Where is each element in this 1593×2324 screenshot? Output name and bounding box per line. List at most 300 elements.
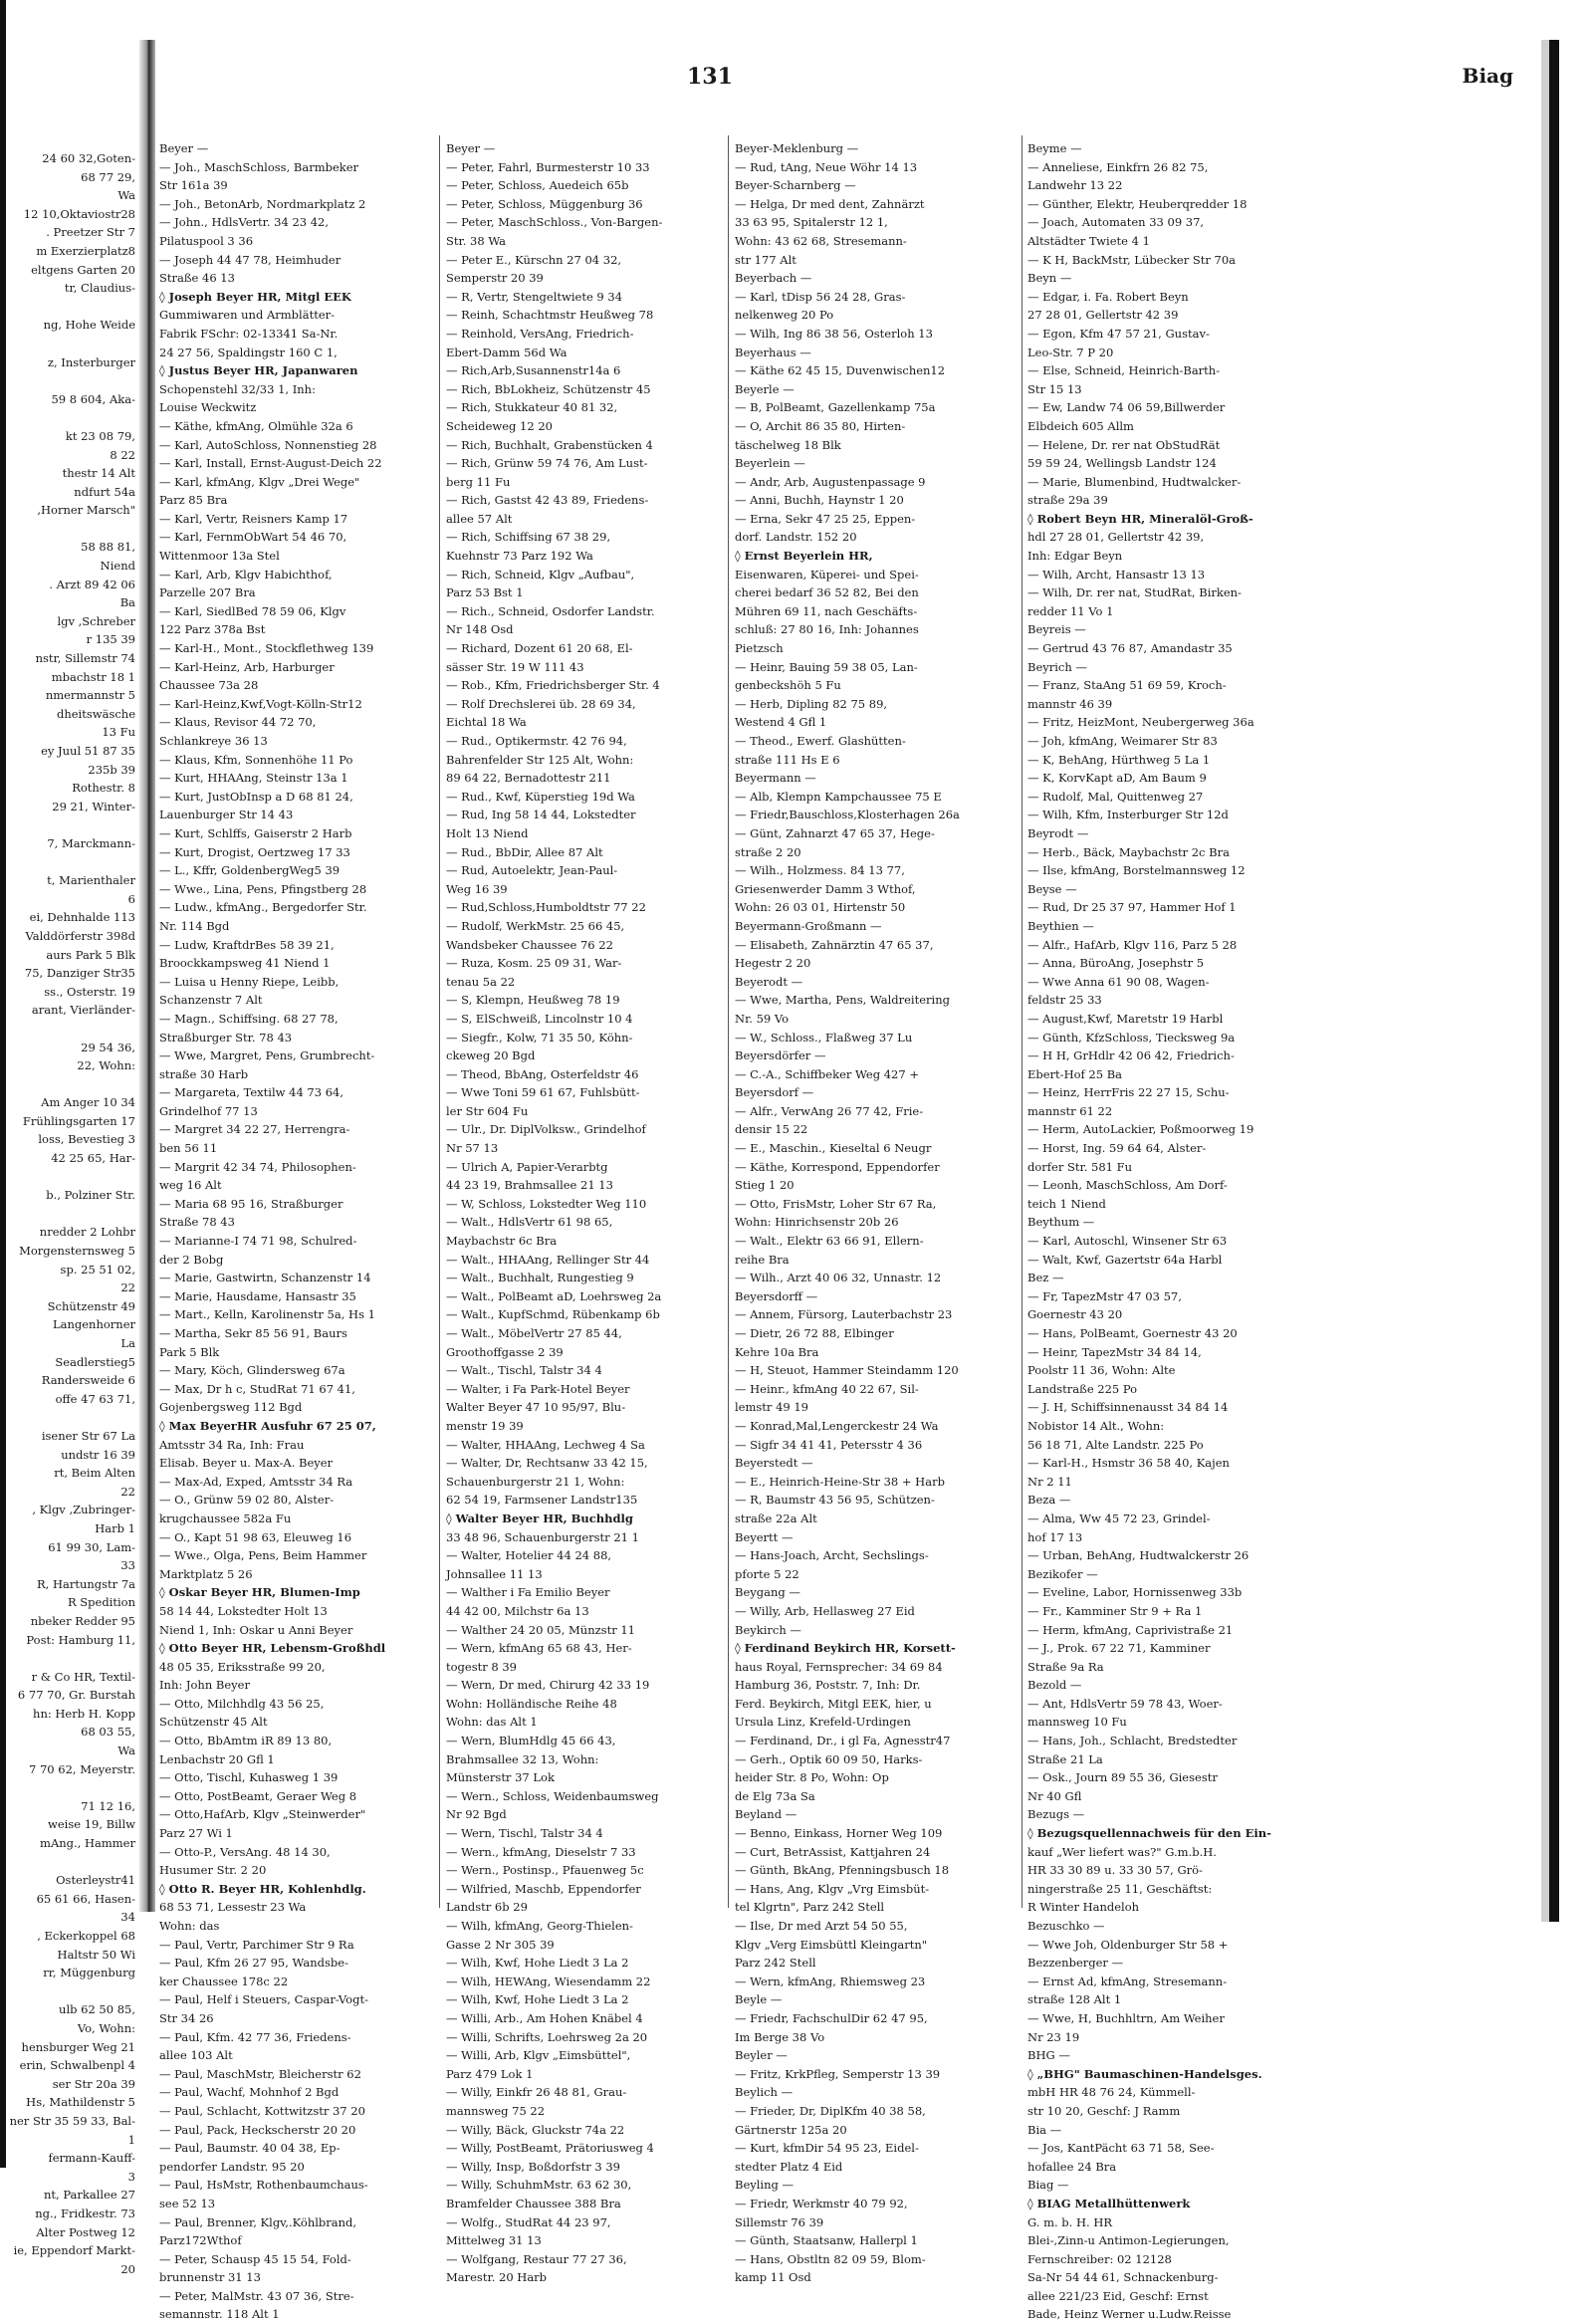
directory-line: — K, BehAng, Hürthweg 5 La 1 (1027, 752, 1211, 767)
directory-line: — Joach, Automaten 33 09 37, (1027, 215, 1205, 230)
directory-line: mannsweg 10 Fu (1027, 1715, 1127, 1730)
directory-line: — Dietr, 26 72 88, Elbinger (735, 1326, 894, 1340)
directory-line: Kehre 10a Bra (735, 1344, 819, 1359)
directory-line: Schanzenstr 7 Alt (159, 993, 263, 1008)
directory-line: kamp 11 Osd (735, 2270, 811, 2285)
directory-line: — Franz, StaAng 51 69 59, Kroch- (1027, 678, 1227, 693)
directory-line: — Karl, tDisp 56 24 28, Gras- (735, 289, 906, 304)
directory-line: Str 161a 39 (159, 178, 228, 193)
directory-line: Wohn: Hinrichsenstr 20b 26 (735, 1215, 899, 1230)
directory-line: togestr 8 39 (446, 1659, 517, 1674)
directory-line: Str. 38 Wa (446, 233, 507, 248)
previous-page-line: nbeker Redder 95 (30, 1613, 135, 1628)
directory-line: Broockkampsweg 41 Niend 1 (159, 956, 331, 971)
directory-line: Parz 27 Wi 1 (159, 1826, 233, 1841)
directory-line: 27 28 01, Gellertstr 42 39 (1027, 308, 1179, 323)
directory-line: — Walt., HdlsVertr 61 98 65, (446, 1215, 613, 1230)
directory-line: — Paul, Baumstr. 40 04 38, Ep- (159, 2141, 341, 2156)
directory-line: — Sigfr 34 41 41, Petersstr 4 36 (735, 1437, 923, 1452)
directory-line: Beyerle — (735, 381, 795, 396)
directory-line: Gummiwaren und Armblätter- (159, 308, 336, 323)
directory-line: — Wwe Toni 59 61 67, Fuhlsbütt- (446, 1085, 640, 1100)
directory-line: — Willy, Einkfr 26 48 81, Grau- (446, 2085, 627, 2100)
directory-line: Maybachstr 6c Bra (446, 1234, 558, 1249)
previous-page-line: Rothestr. 8 (72, 781, 135, 796)
directory-line: Stieg 1 20 (735, 1178, 795, 1193)
previous-page-line: dheitswäsche (56, 706, 135, 721)
previous-page-line: R, Hartungstr 7a (37, 1576, 135, 1591)
previous-page-line: z, Insterburger (47, 354, 135, 369)
previous-page-line (6, 1205, 135, 1224)
directory-line: — Karl-H., Hsmstr 36 58 40, Kajen (1027, 1456, 1230, 1471)
directory-line: — Gertrud 43 76 87, Amandastr 35 (1027, 641, 1233, 656)
directory-line: — John., HdlsVertr. 34 23 42, (159, 215, 330, 230)
directory-line: Beyersdorf — (735, 1085, 814, 1100)
directory-line: — Rich, Buchhalt, Grabenstücken 4 (446, 437, 653, 452)
directory-line: Bez — (1027, 1271, 1064, 1285)
directory-line: — Fritz, HeizMont, Neubergerweg 36a (1027, 715, 1254, 730)
previous-page-line: 42 25 65, Har- (51, 1151, 135, 1166)
directory-line: Parz 85 Bra (159, 493, 228, 508)
directory-line: — Willi, Schrifts, Loehrsweg 2a 20 (446, 2029, 648, 2044)
previous-page-line: 59 8 604, Aka- (51, 391, 135, 406)
previous-page-line: rt, Beim Alten (54, 1466, 135, 1481)
previous-page-line: eltgens Garten 20 (31, 262, 135, 277)
directory-line: Elbdeich 605 Allm (1027, 418, 1134, 433)
previous-page-line: hensburger Weg 21 (21, 2039, 135, 2054)
right-border (1549, 40, 1559, 1922)
directory-line: ◊ Justus Beyer HR, Japanwaren (159, 363, 358, 378)
directory-line: — Max, Dr h c, StudRat 71 67 41, (159, 1381, 355, 1396)
previous-page-line: 29 21, Winter- (52, 799, 135, 813)
directory-line: — Karl, Install, Ernst-August-Deich 22 (159, 456, 382, 471)
directory-line: ◊ „BHG" Baumaschinen-Handelsges. (1027, 2066, 1262, 2081)
directory-line: Inh: Edgar Beyn (1027, 549, 1123, 564)
directory-line: — Wwe., Olga, Pens, Beim Hammer (159, 1548, 367, 1563)
directory-line: Walter Beyer 47 10 95/97, Blu- (446, 1400, 626, 1415)
previous-page-line: ei, Dehnhalde 113 (29, 910, 135, 925)
directory-line: Wohn: das Alt 1 (446, 1715, 538, 1730)
directory-line: Straße 46 13 (159, 271, 235, 286)
directory-line: — Osk., Journ 89 55 36, Giesestr (1027, 1770, 1218, 1785)
directory-line: — Ernst Ad, kfmAng, Stresemann- (1027, 1974, 1228, 1988)
directory-line: Beythien — (1027, 918, 1094, 933)
directory-line: — Hans, Ang, Klgv „Vrg Eimsbüt- (735, 1881, 930, 1896)
directory-line: — Otto,HafArb, Klgv „Steinwerder" (159, 1807, 366, 1822)
directory-line: Klgv „Verg Eimsbüttl Kleingartn" (735, 1937, 928, 1952)
directory-line: Sa-Nr 54 44 61, Schnackenburg- (1027, 2270, 1219, 2285)
directory-line: ckeweg 20 Bgd (446, 1048, 536, 1063)
previous-page-line: Am Anger 10 34 (41, 1095, 135, 1110)
previous-page-line: Morgensternsweg 5 (19, 1244, 135, 1259)
directory-line: ◊ Ernst Beyerlein HR, (735, 549, 873, 564)
directory-line: — Otto, FrisMstr, Loher Str 67 Ra, (735, 1196, 937, 1211)
directory-line: — O., Kapt 51 98 63, Eleuweg 16 (159, 1529, 352, 1544)
directory-line: mannstr 46 39 (1027, 696, 1113, 711)
directory-line: Groothoffgasse 2 39 (446, 1344, 564, 1359)
directory-line: Beyme — (1027, 141, 1082, 155)
directory-line: Ebert-Hof 25 Ba (1027, 1066, 1123, 1081)
directory-line: Nr 2 11 (1027, 1474, 1072, 1489)
book-gutter (139, 40, 155, 1912)
previous-page-line: Langenhorner (52, 1317, 135, 1332)
directory-line: Beyerhaus — (735, 345, 811, 359)
directory-line: hdl 27 28 01, Gellertstr 42 39, (1027, 530, 1205, 545)
directory-line: ◊ Walter Beyer HR, Buchhdlg (446, 1511, 633, 1525)
directory-line: — Rich, BbLokheiz, Schützenstr 45 (446, 381, 651, 396)
previous-page-line (6, 1075, 135, 1094)
previous-page-line: undstr 16 39 (61, 1447, 135, 1462)
previous-page-line: nmermannstr 5 (45, 688, 135, 703)
previous-page-line: Vo, Wohn: (77, 2020, 135, 2035)
directory-line: — Wwe, Martha, Pens, Waldreitering (735, 993, 950, 1008)
directory-line: — Heinz, HerrFris 22 27 15, Schu- (1027, 1085, 1230, 1100)
directory-line: mbH HR 48 76 24, Kümmell- (1027, 2085, 1196, 2100)
directory-line: Nr 92 Bgd (446, 1807, 507, 1822)
directory-line: Bezuschko — (1027, 1919, 1105, 1933)
directory-line: — Karl, Vertr, Reisners Kamp 17 (159, 511, 348, 526)
previous-page-line: loss, Bevestieg 3 (38, 1132, 135, 1147)
directory-line: Altstädter Twiete 4 1 (1027, 233, 1150, 248)
directory-line: — O, Archit 86 35 80, Hirten- (735, 418, 906, 433)
directory-line: 68 53 71, Lessestr 23 Wa (159, 1900, 307, 1915)
directory-line: Westend 4 Gfl 1 (735, 715, 827, 730)
directory-line: — Theod, BbAng, Osterfeldstr 46 (446, 1066, 639, 1081)
directory-line: straße 128 Alt 1 (1027, 1992, 1122, 2007)
directory-line: — Peter, Schloss, Auedeich 65b (446, 178, 629, 193)
directory-line: — Horst, Ing. 59 64 64, Alster- (1027, 1141, 1207, 1156)
previous-page-line: mbachstr 18 1 (51, 669, 135, 684)
directory-line: Parzelle 207 Bra (159, 585, 256, 600)
directory-line: — Klaus, Revisor 44 72 70, (159, 715, 317, 730)
directory-line: allee 57 Alt (446, 511, 513, 526)
directory-line: — Wwe Anna 61 90 08, Wagen- (1027, 974, 1210, 989)
previous-page-line: ss., Osterstr. 19 (44, 984, 135, 999)
directory-line: — Paul, Helf i Steuers, Caspar-Vogt- (159, 1992, 368, 2007)
directory-line: — Friedr, FachschulDir 62 47 95, (735, 2010, 928, 2025)
directory-line: — Wilh, Kwf, Hohe Liedt 3 La 2 (446, 1992, 629, 2007)
directory-line: — Willy, PostBeamt, Prätoriusweg 4 (446, 2141, 654, 2156)
directory-line: ◊ Robert Beyn HR, Mineralöl-Groß- (1027, 511, 1253, 526)
directory-line: Nr 57 13 (446, 1141, 499, 1156)
previous-page-line: 65 61 66, Hasen- (36, 1891, 135, 1906)
previous-page-line: arant, Vierländer- (31, 1003, 135, 1018)
directory-line: Landwehr 13 22 (1027, 178, 1123, 193)
directory-line: Straße 21 La (1027, 1751, 1103, 1766)
directory-line: G. m. b. H. HR (1027, 2214, 1113, 2229)
directory-line: Fabrik FSchr: 02-13341 Sa-Nr. (159, 326, 339, 341)
directory-line: — Fritz, KrkPfleg, Semperstr 13 39 (735, 2066, 941, 2081)
previous-page-line: m Exerzierplatz8 (36, 243, 135, 258)
directory-line: Griesenwerder Damm 3 Wthof, (735, 881, 916, 896)
directory-line: — Ilse, kfmAng, Borstelmannsweg 12 (1027, 863, 1246, 878)
previous-page-line (6, 408, 135, 427)
previous-page-line: , Klgv ,Zubringer- (32, 1503, 135, 1517)
directory-line: — Andr, Arb, Augustenpassage 9 (735, 474, 926, 489)
directory-line: Gasse 2 Nr 305 39 (446, 1937, 555, 1952)
directory-line: — Willi, Arb., Am Hohen Knäbel 4 (446, 2010, 643, 2025)
directory-line: — Wilh., Holzmess. 84 13 77, (735, 863, 905, 878)
directory-line: — Alfr., HafArb, Klgv 116, Parz 5 28 (1027, 937, 1238, 952)
directory-line: — Fr, TapezMstr 47 03 57, (1027, 1288, 1182, 1303)
directory-line: — Konrad,Mal,Lengerckestr 24 Wa (735, 1418, 939, 1433)
directory-line: semannstr. 118 Alt 1 (159, 2307, 280, 2322)
previous-page-line: 71 12 16, (81, 1798, 135, 1813)
directory-line: Beyer — (159, 141, 209, 155)
directory-line: Gärtnerstr 125a 20 (735, 2122, 847, 2137)
directory-line: — Heinr., kfmAng 40 22 67, Sil- (735, 1381, 919, 1396)
directory-line: — Paul, Pack, Heckscherstr 20 20 (159, 2122, 356, 2137)
directory-line: Beyse — (1027, 881, 1077, 896)
previous-page-line: 33 (120, 1558, 135, 1573)
previous-page-line: erin, Schwalbenpl 4 (19, 2058, 135, 2073)
directory-line: — Günth, KfzSchloss, Tiecksweg 9a (1027, 1030, 1236, 1045)
directory-line: — Otto, Tischl, Kuhasweg 1 39 (159, 1770, 339, 1785)
previous-page-line: La (120, 1336, 135, 1350)
directory-line: ker Chaussee 178c 22 (159, 1974, 289, 1988)
directory-line: allee 103 Alt (159, 2048, 233, 2063)
directory-line: cherei bedarf 36 52 82, Bei den (735, 585, 919, 600)
directory-line: — Joh, kfmAng, Weimarer Str 83 (1027, 734, 1218, 748)
directory-line: — Paul, Schlacht, Kottwitzstr 37 20 (159, 2103, 365, 2118)
directory-line: Nr. 59 Vo (735, 1011, 790, 1026)
directory-line: — J., Prok. 67 22 71, Kamminer (1027, 1641, 1211, 1656)
directory-line: mannstr 61 22 (1027, 1103, 1113, 1118)
directory-line: Biag — (1027, 2178, 1069, 2193)
directory-line: Beyler — (735, 2048, 788, 2063)
directory-line: — H H, GrHdlr 42 06 42, Friedrich- (1027, 1048, 1235, 1063)
directory-line: — Joseph 44 47 78, Heimhuder (159, 252, 341, 267)
previous-page-line (6, 1982, 135, 2001)
previous-page-line: thestr 14 Alt (62, 466, 135, 481)
directory-line: see 52 13 (159, 2196, 216, 2210)
directory-line: Weg 16 39 (446, 881, 508, 896)
directory-line: — Karl, Arb, Klgv Habichthof, (159, 567, 333, 581)
directory-line: 48 05 35, Eriksstraße 99 20, (159, 1659, 326, 1674)
directory-line: — W., Schloss., Flaßweg 37 Lu (735, 1030, 913, 1045)
directory-line: Park 5 Blk (159, 1344, 220, 1359)
directory-line: — Rud,Schloss,Humboldtstr 77 22 (446, 900, 646, 915)
directory-line: 59 59 24, Wellingsb Landstr 124 (1027, 456, 1217, 471)
directory-line: — Rud., BbDir, Allee 87 Alt (446, 844, 603, 859)
directory-line: Grindelhof 77 13 (159, 1103, 258, 1118)
directory-line: — Helene, Dr. rer nat ObStudRät (1027, 437, 1221, 452)
directory-line: — Paul, Kfm 26 27 95, Wandsbe- (159, 1956, 348, 1971)
directory-line: schluß: 27 80 16, Inh: Johannes (735, 622, 919, 637)
previous-page-line: t, Marienthaler (47, 873, 135, 888)
directory-line: Wittenmoor 13a Stel (159, 549, 280, 564)
directory-line: — Peter, Schloss, Müggenburg 36 (446, 196, 643, 211)
directory-line: — Hans, PolBeamt, Goernestr 43 20 (1027, 1326, 1238, 1340)
directory-line: — Paul, Kfm. 42 77 36, Friedens- (159, 2029, 351, 2044)
directory-line: ◊ Bezugsquellennachweis für den Ein- (1027, 1826, 1271, 1841)
previous-page-line: b., Polziner Str. (46, 1188, 135, 1203)
previous-page-line: nt, Parkallee 27 (44, 2188, 135, 2203)
directory-line: — Magn., Schiffsing. 68 27 78, (159, 1011, 339, 1026)
directory-line: — Willy, Bäck, Gluckstr 74a 22 (446, 2122, 625, 2137)
directory-line: sässer Str. 19 W 111 43 (446, 659, 584, 674)
directory-line: kauf „Wer liefert was?" G.m.b.H. (1027, 1844, 1217, 1859)
previous-page-line: ner Str 35 59 33, Bal- (9, 2113, 135, 2128)
directory-line: lemstr 49 19 (735, 1400, 808, 1415)
directory-line: — Karl-Heinz,Kwf,Vogt-Kölln-Str12 (159, 696, 362, 711)
previous-page-line: Post: Hamburg 11, (26, 1632, 135, 1647)
directory-line: tenau 5a 22 (446, 974, 516, 989)
directory-line: — Wilfried, Maschb, Eppendorfer (446, 1881, 641, 1896)
directory-line: Blei-,Zinn-u Antimon-Legierungen, (1027, 2233, 1230, 2248)
previous-page-line: Harb 1 (95, 1520, 135, 1535)
directory-line: — Margareta, Textilw 44 73 64, (159, 1085, 344, 1100)
previous-page-line: Randersweide 6 (41, 1373, 135, 1388)
directory-line: — Wern., Postinsp., Pfauenweg 5c (446, 1863, 644, 1878)
directory-column-1 (159, 139, 433, 2322)
directory-line: — Urban, BehAng, Hudtwalckerstr 26 (1027, 1548, 1250, 1563)
directory-line: feldstr 25 33 (1027, 993, 1102, 1008)
directory-line: — Walter, Dr, Rechtsanw 33 42 15, (446, 1456, 648, 1471)
directory-line: Eisenwaren, Küperei- und Spei- (735, 567, 919, 581)
directory-line: — Marianne-I 74 71 98, Schulred- (159, 1234, 357, 1249)
previous-page-line: 61 99 30, Lam- (48, 1539, 135, 1554)
directory-line: — Wilh., Arzt 40 06 32, Unnastr. 12 (735, 1271, 942, 1285)
directory-line: — Martha, Sekr 85 56 91, Baurs (159, 1326, 347, 1340)
directory-line: — Otto-P., VersAng. 48 14 30, (159, 1844, 331, 1859)
directory-line: — Frieder, Dr, DiplKfm 40 38 58, (735, 2103, 926, 2118)
previous-page-line: ey Juul 51 87 35 (41, 744, 135, 758)
directory-line: — E., Maschin., Kieseltal 6 Neugr (735, 1141, 932, 1156)
directory-line: Bezzenberger — (1027, 1956, 1124, 1971)
directory-line: — Reinhold, VersAng, Friedrich- (446, 326, 634, 341)
previous-page-line: lgv ,Schreber (57, 613, 135, 628)
directory-line: — Wern, BlumHdlg 45 66 43, (446, 1734, 616, 1748)
directory-line: Beyerlein — (735, 456, 805, 471)
directory-line: menstr 19 39 (446, 1418, 524, 1433)
directory-line: Beyn — (1027, 271, 1072, 286)
previous-page-line: offe 47 63 71, (55, 1391, 135, 1406)
directory-line: — Rudolf, WerkMstr. 25 66 45, (446, 918, 625, 933)
directory-line: — C.-A., Schiffbeker Weg 427 + (735, 1066, 919, 1081)
directory-line: — Walt., HHAAng, Rellinger Str 44 (446, 1252, 650, 1267)
directory-line: Im Berge 38 Vo (735, 2029, 825, 2044)
directory-line: — Richard, Dozent 61 20 68, El- (446, 641, 633, 656)
directory-line: BHG — (1027, 2048, 1070, 2063)
directory-line: ler Str 604 Fu (446, 1103, 529, 1118)
directory-line: Nr 40 Gfl (1027, 1788, 1082, 1803)
directory-line: Bia — (1027, 2122, 1062, 2137)
directory-line: — Wilh, Dr. rer nat, StudRat, Birken- (1027, 585, 1242, 600)
directory-line: — Heinr, Bauing 59 38 05, Lan- (735, 659, 918, 674)
previous-page-line: 1 (127, 2132, 135, 2147)
directory-line: — Ilse, Dr med Arzt 54 50 55, (735, 1919, 908, 1933)
directory-line: — Klaus, Kfm, Sonnenhöhe 11 Po (159, 752, 353, 767)
previous-page-line: nstr, Sillemstr 74 (35, 651, 135, 666)
directory-line: Beyerbach — (735, 271, 812, 286)
directory-line: — Karl, kfmAng, Klgv „Drei Wege" (159, 474, 360, 489)
directory-line: — Walt., Buchhalt, Rungestieg 9 (446, 1271, 634, 1285)
previous-page-line (6, 1408, 135, 1427)
directory-line: Landstr 6b 29 (446, 1900, 528, 1915)
directory-line: — Alfr., VerwAng 26 77 42, Frie- (735, 1103, 924, 1118)
previous-page-line: ,Horner Marsch" (37, 503, 135, 518)
directory-line: Amtsstr 34 Ra, Inh: Frau (159, 1437, 305, 1452)
previous-page-line: Wa (117, 1743, 135, 1758)
directory-line: — Walt, Kwf, Gazertstr 64a Harbl (1027, 1252, 1223, 1267)
directory-line: — Karl, AutoSchloss, Nonnenstieg 28 (159, 437, 377, 452)
directory-line: — Hans-Joach, Archt, Sechslings- (735, 1548, 929, 1563)
directory-line: 89 64 22, Bernadottestr 211 (446, 771, 611, 786)
directory-line: — Eveline, Labor, Hornissenweg 33b (1027, 1585, 1243, 1600)
directory-line: Ferd. Beykirch, Mitgl EEK, hier, u (735, 1696, 932, 1711)
directory-line: — Rud, Ing 58 14 44, Lokstedter (446, 808, 636, 822)
directory-line: Beyertt — (735, 1529, 794, 1544)
previous-page-line: Hs, Mathildenstr 5 (26, 2095, 135, 2110)
directory-line: — Reinh, Schachtmstr Heußweg 78 (446, 308, 654, 323)
previous-page-line: 12 10,Oktaviostr28 (23, 206, 135, 221)
previous-page-line (6, 1649, 135, 1668)
directory-line: mannsweg 75 22 (446, 2103, 546, 2118)
directory-line: — Wern, Dr med, Chirurg 42 33 19 (446, 1678, 650, 1693)
directory-line: — Ludw., kfmAng., Bergedorfer Str. (159, 900, 367, 915)
directory-line: — Willy, Insp, Boßdorfstr 3 39 (446, 2159, 620, 2174)
directory-line: — L., Kffr, GoldenbergWeg5 39 (159, 863, 341, 878)
directory-line: Parz 242 Stell (735, 1956, 816, 1971)
directory-line: — Peter, Fahrl, Burmesterstr 10 33 (446, 159, 650, 174)
directory-line: Ebert-Damm 56d Wa (446, 345, 568, 359)
directory-line: — Wern, Tischl, Talstr 34 4 (446, 1826, 603, 1841)
directory-line: — Ferdinand, Dr., i gl Fa, Agnesstr47 (735, 1734, 951, 1748)
directory-line: Bade, Heinz Werner u.Ludw.Reisse (1027, 2307, 1232, 2322)
directory-line: ◊ BIAG Metallhüttenwerk (1027, 2196, 1191, 2210)
directory-line: 56 18 71, Alte Landstr. 225 Po (1027, 1437, 1204, 1452)
directory-line: — Paul, Brenner, Klgv,.Köhlbrand, (159, 2214, 357, 2229)
directory-line: Beza — (1027, 1493, 1071, 1508)
directory-line: — Rolf Drechslerei üb. 28 69 34, (446, 696, 636, 711)
directory-line: — Margrit 42 34 74, Philosophen- (159, 1159, 356, 1174)
previous-page-line (6, 1778, 135, 1797)
directory-line: — August,Kwf, Maretstr 19 Harbl (1027, 1011, 1224, 1026)
directory-line: — Mary, Köch, Glindersweg 67a (159, 1363, 345, 1378)
directory-line: str 10 20, Geschf: J Ramm (1027, 2103, 1181, 2118)
previous-page-line: 22 (120, 1484, 135, 1499)
directory-line: Husumer Str. 2 20 (159, 1863, 267, 1878)
directory-line: — O., Grünw 59 02 80, Alster- (159, 1493, 335, 1508)
previous-page-line: aurs Park 5 Blk (46, 947, 135, 962)
page-number: 131 (687, 64, 733, 90)
directory-line: Schützenstr 45 Alt (159, 1715, 268, 1730)
directory-line: ◊ Otto R. Beyer HR, Kohlenhdlg. (159, 1881, 366, 1896)
directory-line: — Karl, SiedlBed 78 59 06, Klgv (159, 603, 346, 618)
directory-line: — Erna, Sekr 47 25 25, Eppen- (735, 511, 916, 526)
directory-line: straße 30 Harb (159, 1066, 249, 1081)
directory-line: — Curt, BetrAssist, Kattjahren 24 (735, 1844, 931, 1859)
directory-line: — R, Vertr, Stengeltwiete 9 34 (446, 289, 623, 304)
directory-line: weg 16 Alt (159, 1178, 222, 1193)
directory-line: allee 221/23 Eid, Geschf: Ernst (1027, 2288, 1209, 2303)
directory-line: — Heinr, TapezMstr 34 84 14, (1027, 1344, 1202, 1359)
directory-line: — Günth, BkAng, Pfenningsbusch 18 (735, 1863, 950, 1878)
directory-line: — Friedr,Bauschloss,Klosterhagen 26a (735, 808, 960, 822)
directory-line: — Karl, FernmObWart 54 46 70, (159, 530, 347, 545)
directory-line: de Elg 73a Sa (735, 1788, 815, 1803)
directory-line: — Paul, Wachf, Mohnhof 2 Bgd (159, 2085, 340, 2100)
directory-line: — Paul, MaschMstr, Bleicherstr 62 (159, 2066, 361, 2081)
directory-line: Wohn: 26 03 01, Hirtenstr 50 (735, 900, 906, 915)
directory-line: Pilatuspool 3 36 (159, 233, 254, 248)
directory-line: Wohn: 43 62 68, Stresemann- (735, 233, 907, 248)
directory-line: — Karl-Heinz, Arb, Harburger (159, 659, 335, 674)
directory-line: — Rich, Stukkateur 40 81 32, (446, 400, 618, 415)
directory-line: — Egon, Kfm 47 57 21, Gustav- (1027, 326, 1210, 341)
previous-page-line: 24 60 32,Goten- (42, 151, 135, 165)
